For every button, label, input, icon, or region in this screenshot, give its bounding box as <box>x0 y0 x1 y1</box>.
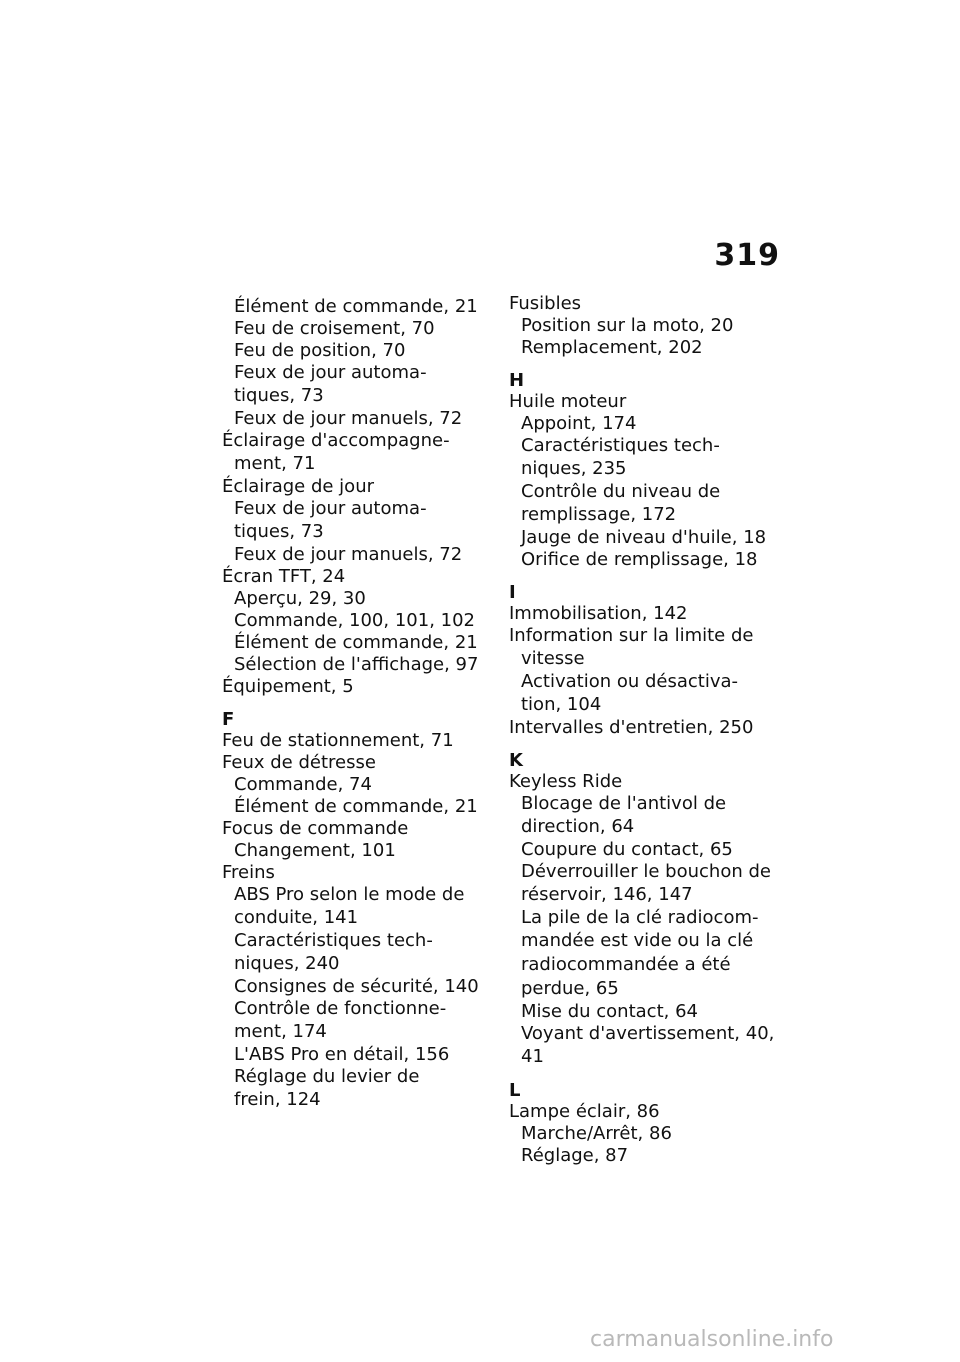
index-subentry: La pile de la clé radiocom- <box>521 907 759 928</box>
index-subentry: Coupure du contact, 65 <box>521 839 733 860</box>
index-subentry: Contrôle du niveau de <box>521 481 721 502</box>
index-subentry-continuation: tiques, 73 <box>234 385 324 406</box>
index-subentry: Voyant d'avertissement, 40, <box>521 1023 775 1044</box>
index-column-right <box>509 293 774 1167</box>
index-entry: Feux de détresse <box>222 752 376 773</box>
index-subentry: Jauge de niveau d'huile, 18 <box>521 527 767 548</box>
index-subentry-continuation: ment, 174 <box>234 1021 327 1042</box>
index-subentry: Feux de jour automa- <box>234 498 427 519</box>
index-letter-heading: F <box>222 709 235 730</box>
index-letter-heading: L <box>509 1080 521 1101</box>
index-subentry: Feux de jour manuels, 72 <box>234 408 463 429</box>
index-entry-continuation: vitesse <box>521 648 585 669</box>
index-subentry: Mise du contact, 64 <box>521 1001 698 1022</box>
index-subentry: Réglage, 87 <box>521 1145 629 1166</box>
index-subentry-continuation: tion, 104 <box>521 694 602 715</box>
index-subentry: Activation ou désactiva- <box>521 671 739 692</box>
index-subentry: Caractéristiques tech- <box>234 930 433 951</box>
index-subentry: Orifice de remplissage, 18 <box>521 549 758 570</box>
index-subentry: Réglage du levier de <box>234 1066 420 1087</box>
watermark-text: carmanualsonline.info <box>590 1327 834 1352</box>
index-subentry: Remplacement, 202 <box>521 337 703 358</box>
index-subentry: Marche/Arrêt, 86 <box>521 1123 672 1144</box>
index-subentry: Appoint, 174 <box>521 413 637 434</box>
index-subentry: Élément de commande, 21 <box>234 796 478 817</box>
index-subentry-continuation: perdue, 65 <box>521 978 619 999</box>
index-entry: Feu de stationnement, 71 <box>222 730 454 751</box>
index-column-left <box>222 296 479 1112</box>
index-subentry-continuation: conduite, 141 <box>234 907 359 928</box>
index-subentry: Sélection de l'affichage, 97 <box>234 654 479 675</box>
index-entry: Intervalles d'entretien, 250 <box>509 717 754 738</box>
index-subentry-continuation: frein, 124 <box>234 1089 321 1110</box>
index-subentry: Caractéristiques tech- <box>521 435 720 456</box>
index-entry: Éclairage de jour <box>222 476 374 497</box>
index-subentry-continuation: réservoir, 146, 147 <box>521 884 693 905</box>
index-subentry-continuation: radiocommandée a été <box>521 954 731 975</box>
index-entry-continuation: ment, 71 <box>234 453 316 474</box>
index-subentry-continuation: direction, 64 <box>521 816 635 837</box>
index-entry: Immobilisation, 142 <box>509 603 688 624</box>
index-subentry-continuation: tiques, 73 <box>234 521 324 542</box>
index-entry: Écran TFT, 24 <box>222 566 346 587</box>
index-subentry-continuation: niques, 235 <box>521 458 627 479</box>
index-subentry-continuation: mandée est vide ou la clé <box>521 930 754 951</box>
index-subentry: Position sur la moto, 20 <box>521 315 734 336</box>
index-entry: Focus de commande <box>222 818 409 839</box>
index-subentry: Aperçu, 29, 30 <box>234 588 366 609</box>
index-subentry-continuation: 41 <box>521 1046 544 1067</box>
index-entry: Huile moteur <box>509 391 627 412</box>
index-entry: Freins <box>222 862 275 883</box>
index-subentry: ABS Pro selon le mode de <box>234 884 465 905</box>
index-subentry: Consignes de sécurité, 140 <box>234 976 479 997</box>
index-subentry-continuation: niques, 240 <box>234 953 340 974</box>
index-subentry: Changement, 101 <box>234 840 396 861</box>
index-subentry: Blocage de l'antivol de <box>521 793 727 814</box>
page-number: 319 <box>714 238 780 273</box>
index-entry: Éclairage d'accompagne- <box>222 430 450 451</box>
index-subentry: Commande, 100, 101, 102 <box>234 610 475 631</box>
index-subentry: Contrôle de fonctionne- <box>234 998 447 1019</box>
index-entry: Information sur la limite de <box>509 625 754 646</box>
index-subentry: Élément de commande, 21 <box>234 296 478 317</box>
index-subentry: L'ABS Pro en détail, 156 <box>234 1044 450 1065</box>
index-subentry: Commande, 74 <box>234 774 372 795</box>
index-subentry: Feux de jour automa- <box>234 362 427 383</box>
index-subentry: Feux de jour manuels, 72 <box>234 544 463 565</box>
index-entry: Keyless Ride <box>509 771 623 792</box>
index-subentry: Feu de position, 70 <box>234 340 406 361</box>
index-entry: Fusibles <box>509 293 582 314</box>
index-subentry: Feu de croisement, 70 <box>234 318 435 339</box>
index-entry: Lampe éclair, 86 <box>509 1101 660 1122</box>
index-letter-heading: I <box>509 582 516 603</box>
index-letter-heading: K <box>509 750 523 771</box>
index-letter-heading: H <box>509 370 525 391</box>
index-entry: Équipement, 5 <box>222 676 354 697</box>
index-subentry-continuation: remplissage, 172 <box>521 504 677 525</box>
index-subentry: Déverrouiller le bouchon de <box>521 861 771 882</box>
index-subentry: Élément de commande, 21 <box>234 632 478 653</box>
